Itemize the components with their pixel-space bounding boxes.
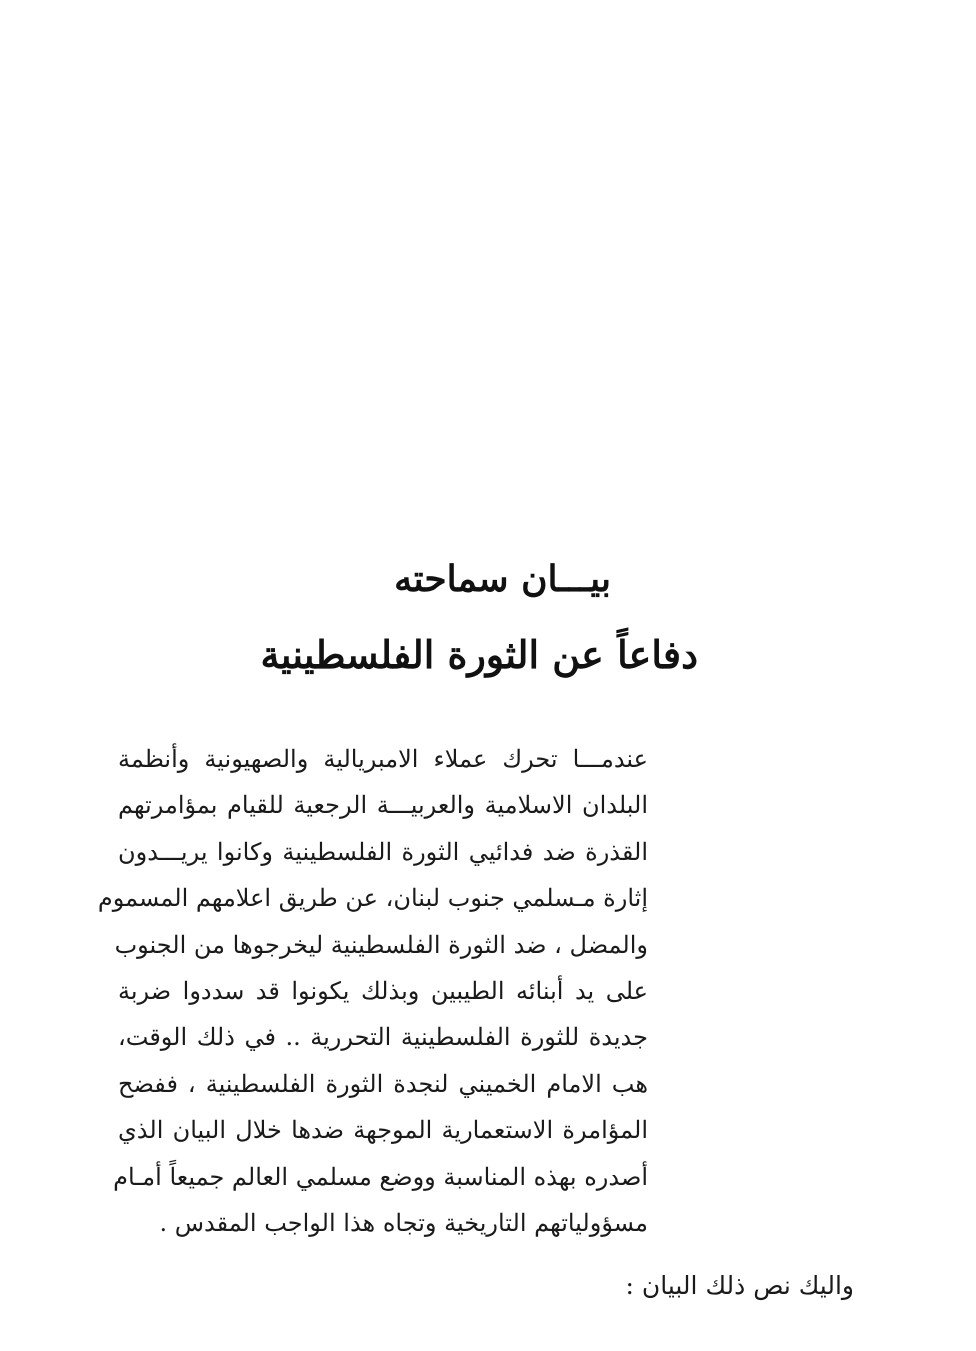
closing-line: واليك نص ذلك البيان :: [625, 1271, 854, 1300]
body-line-3: القذرة ضد فدائيي الثورة الفلسطينية وكانوا يريـــدون: [118, 837, 648, 866]
statement-title: بيـــان سماحته: [394, 558, 611, 600]
body-paragraph: [97, 736, 648, 1246]
body-line-5: والمضل ، ضد الثورة الفلسطينية ليخرجوها من الجنوب: [114, 930, 648, 959]
body-line-8: هب الامام الخميني لنجدة الثورة الفلسطينية ، ففضح: [118, 1069, 648, 1098]
body-line-9: المؤامرة الاستعمارية الموجهة ضدها خلال البيان الذي: [118, 1116, 648, 1145]
body-line-2: البلدان الاسلامية والعربيـــة الرجعية للقيام بمؤامرتهم: [118, 791, 648, 820]
body-line-1: عندمـــا تحرك عملاء الامبريالية والصهيونية وأنظمة: [118, 745, 648, 773]
body-line-6: على يد أبنائه الطيبين وبذلك يكونوا قد سددوا ضربة: [118, 977, 648, 1006]
body-line-7: جديدة للثورة الفلسطينية التحررية .. في ذلك الوقت،: [118, 1023, 648, 1052]
statement-subtitle: دفاعاً عن الثورة الفلسطينية: [260, 632, 698, 677]
body-line-4: إثارة مـسلمي جنوب لبنان، عن طريق اعلامهم المسموم: [97, 884, 648, 913]
body-line-10: أصدره بهذه المناسبة ووضع مسلمي العالم جميعاً أمـام: [113, 1162, 648, 1191]
body-line-11: مسؤولياتهم التاريخية وتجاه هذا الواجب المقدس .: [159, 1209, 648, 1238]
